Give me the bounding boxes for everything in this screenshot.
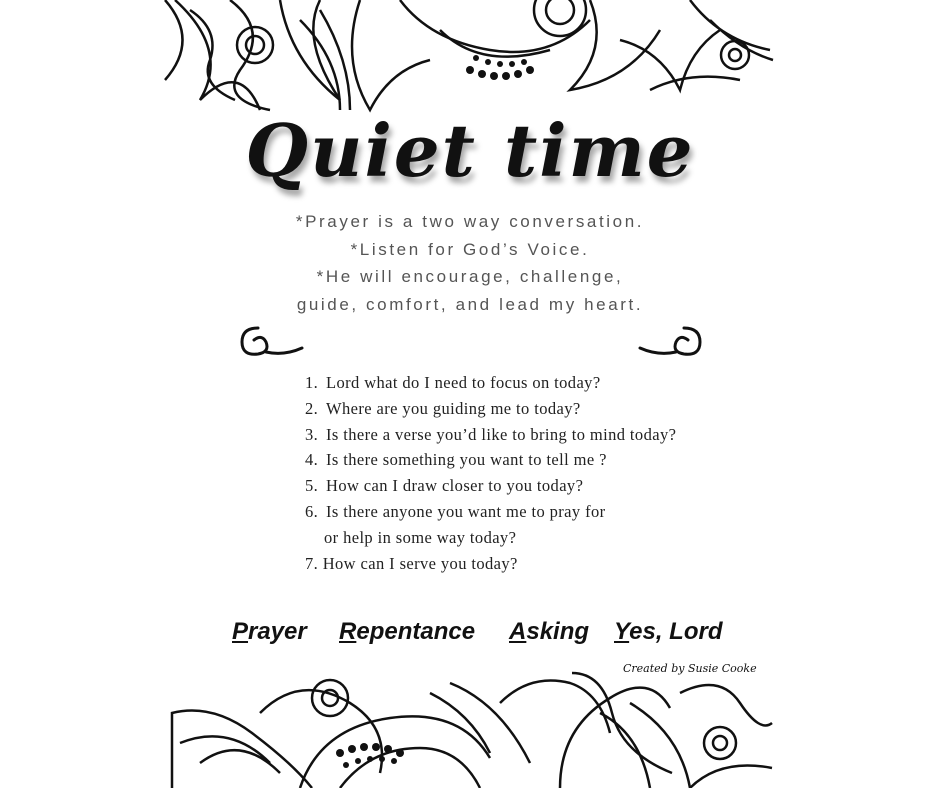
question-item: 6. Is there anyone you want me to pray for [305, 501, 606, 521]
question-item: 4. Is there something you want to tell me ? [305, 450, 607, 470]
bottom-floral-border [0, 653, 940, 788]
acronym-word: Asking [509, 618, 590, 645]
acronym-word: Yes, Lord [614, 618, 723, 645]
intro-line: guide, comfort, and lead my heart. [296, 294, 644, 314]
question-list [305, 370, 676, 576]
intro-text [0, 208, 940, 318]
right-swirl-ornament [636, 322, 706, 362]
prayer-acronym [0, 618, 940, 654]
top-floral-border [0, 0, 940, 120]
question-item: 1. Lord what do I need to focus on today? [305, 373, 601, 392]
question-item: 2. Where are you guiding me to today? [305, 398, 581, 418]
acronym-word: Repentance [339, 618, 476, 645]
question-item: 7. How can I serve you today? [305, 553, 518, 573]
creator-credit: Created by Susie Cooke [623, 662, 757, 675]
question-continuation: or help in some way today? [324, 527, 517, 547]
question-item: 3. Is there a verse you’d like to bring to mind today? [305, 424, 677, 444]
question-item: 5. How can I draw closer to you today? [305, 476, 584, 496]
acronym-word: Prayer [232, 618, 307, 645]
page-title: Quiet time [245, 108, 695, 193]
intro-line: *Prayer is a two way conversation. [295, 212, 645, 231]
intro-line: *He will encourage, challenge, [316, 267, 624, 286]
intro-line: *Listen for God’s Voice. [350, 239, 590, 259]
left-swirl-ornament [236, 322, 306, 362]
